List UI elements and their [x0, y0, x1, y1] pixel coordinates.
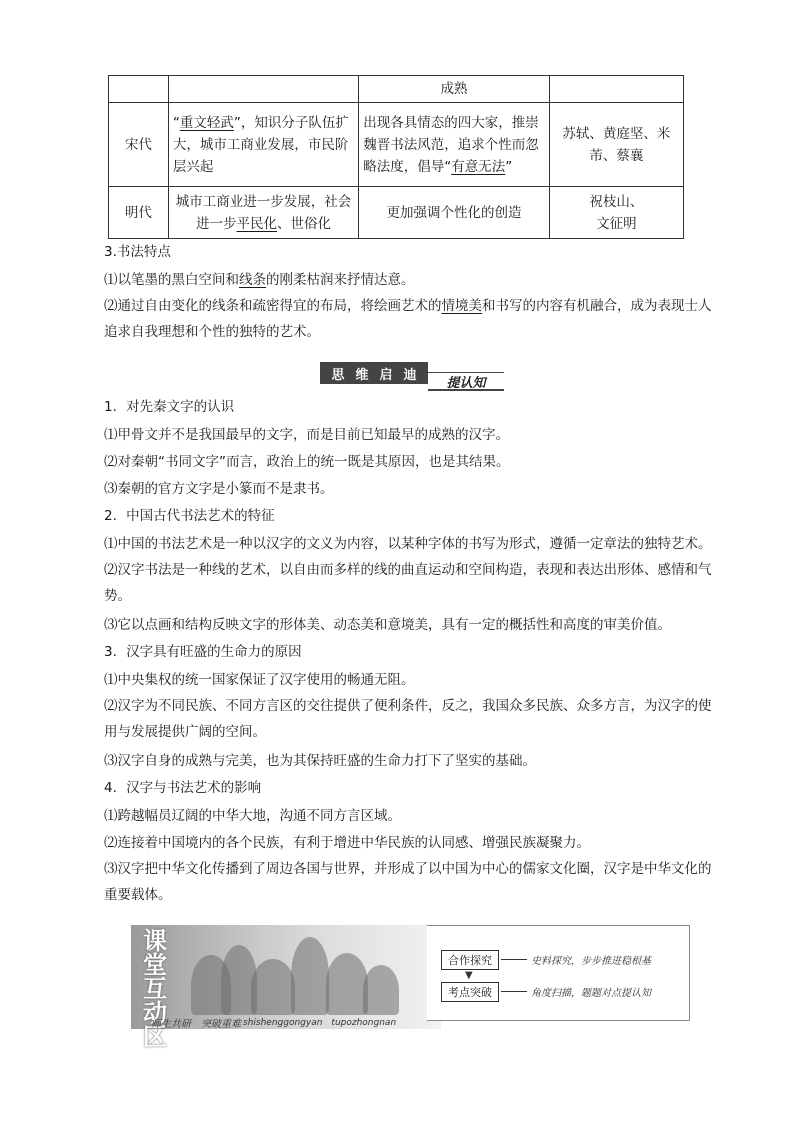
crowd-shape	[251, 959, 295, 1015]
cell-text: 城市工商业进一步发展，社会进一步	[175, 193, 352, 232]
text: 的刚柔枯润来抒情达意。	[266, 272, 415, 288]
list-item: ⑴跨越幅员辽阔的中华大地，沟通不同方言区域。	[104, 808, 401, 824]
cell-text: “	[172, 114, 180, 131]
cell-text: ”，知识分子队伍扩大，城市工商业发展，市民阶层兴起	[172, 114, 349, 175]
history-table	[108, 75, 684, 239]
underlined-term: 线条	[239, 272, 266, 288]
banner-box	[320, 362, 428, 384]
title-char: 互	[143, 974, 167, 1003]
list-item: ⑶它以点画和结构反映文字的形体美、动态美和意境美，具有一定的概括性和高度的审美价值。	[104, 617, 671, 633]
list-item: ⑵对秦朝“书同文字”而言，政治上的统一既是其原因，也是其结果。	[104, 454, 510, 470]
table-cell	[168, 187, 358, 239]
divider	[501, 991, 527, 992]
banner-panel	[427, 925, 690, 1021]
banner-title	[143, 926, 185, 1051]
list-item: ⑴中央集权的统一国家保证了汉字使用的畅通无阻。	[104, 672, 415, 688]
cell-text: 、世俗化	[277, 215, 332, 232]
section-heading: 3．汉字具有旺盛的生命力的原因	[104, 644, 302, 660]
cell-text: 出现各具情态的四大家，推崇魏晋书法风范，追求个性而忽略法度，倡导“	[363, 114, 539, 175]
crowd-shape	[326, 953, 368, 1015]
table-cell	[168, 103, 358, 187]
section-heading: 2．中国古代书法艺术的特征	[104, 508, 275, 524]
title-char: 堂	[143, 950, 167, 979]
text: ⑵通过自由变化的线条和疏密得宜的布局，将绘画艺术的	[104, 298, 442, 314]
title-char: 课	[143, 926, 167, 955]
arrow-down-icon: ▼	[465, 970, 473, 981]
table-cell	[359, 103, 549, 187]
banner-subtitle: 师生共研 突破重难	[151, 1019, 241, 1030]
tag-description: 角度扫描，题题对点提认知	[531, 988, 651, 999]
underlined-term: 情境美	[441, 298, 482, 314]
section-banner	[320, 362, 504, 391]
table-cell	[109, 76, 169, 103]
banner-char: 启	[379, 367, 393, 383]
cell-text: 祝枝山、	[589, 193, 644, 210]
tag-exam-breakthrough: 考点突破	[441, 982, 499, 1002]
classroom-banner	[131, 925, 689, 1051]
underlined-term: 有意无法	[451, 158, 506, 175]
banner-char: 思	[331, 367, 345, 383]
tag-cooperative-inquiry: 合作探究	[441, 950, 499, 970]
underlined-term: 平民化	[236, 215, 278, 232]
list-item: ⑴中国的书法艺术是一种以汉字的文义为内容，以某种字体的书写为形式，遵循一定章法的独特艺术。	[104, 536, 712, 552]
banner-photo	[131, 925, 441, 1051]
list-item: ⑵连接着中国境内的各个民族，有利于增进中华民族的认同感、增强民族凝聚力。	[104, 835, 590, 851]
table-cell	[168, 76, 358, 103]
list-item: ⑶汉字自身的成熟与完美，也为其保持旺盛的生命力打下了坚实的基础。	[104, 753, 536, 769]
list-item: ⑵汉字为不同民族、不同方言区的交往提供了便利条件，反之，我国众多民族、众多方言，为汉字的使用与发展提供广阔的空间。	[104, 698, 712, 740]
cell-text: ”	[505, 158, 513, 175]
banner-char: 维	[355, 367, 369, 383]
features-heading: 3.书法特点	[104, 244, 171, 260]
text: ⑴以笔墨的黑白空间和	[104, 272, 239, 288]
feature-item	[104, 271, 415, 289]
banner-tail: 提认知	[428, 372, 504, 391]
crowd-shape	[291, 937, 329, 1015]
table-cell	[549, 76, 683, 103]
table-cell: 苏轼、黄庭坚、米芾、蔡襄	[549, 103, 683, 187]
list-item: ⑶汉字把中华文化传播到了周边各国与世界，并形成了以中国为中心的儒家文化圈，汉字是中华文化的重要载体。	[104, 861, 712, 903]
table-header-row	[109, 76, 684, 103]
row-label: 宋代	[109, 103, 169, 187]
text: 和书写的内容有机融合，成为表现士人追求自我理想和个性的独特的艺术。	[104, 298, 712, 340]
tag-description: 史料探究，步步推进稳根基	[531, 956, 651, 967]
list-item: ⑵汉字书法是一种线的艺术，以自由而多样的线的曲直运动和空间构造，表现和表达出形体、感情和气势。	[104, 562, 712, 604]
list-item: ⑴甲骨文并不是我国最早的文字，而是目前已知最早的成熟的汉字。	[104, 427, 509, 443]
table-cell	[549, 187, 683, 239]
table-cell: 成熟	[359, 76, 549, 103]
section-heading: 1．对先秦文字的认识	[104, 399, 235, 415]
underlined-term: 重文轻武	[179, 114, 234, 131]
title-char: 动	[143, 998, 167, 1027]
title-char: 区	[143, 1022, 167, 1051]
list-item: ⑶秦朝的官方文字是小篆而不是隶书。	[104, 481, 334, 497]
banner-pinyin: shishenggongyan tupozhongnan	[243, 1018, 397, 1028]
feature-item	[104, 293, 718, 345]
table-cell: 更加强调个性化的创造	[359, 187, 549, 239]
divider	[501, 959, 527, 960]
crowd-shape	[363, 965, 399, 1015]
table-row-song	[109, 103, 684, 187]
table-row-ming	[109, 187, 684, 239]
banner-char: 迪	[403, 367, 417, 383]
cell-text: 文征明	[596, 215, 637, 232]
section-heading: 4．汉字与书法艺术的影响	[104, 780, 262, 796]
row-label: 明代	[109, 187, 169, 239]
